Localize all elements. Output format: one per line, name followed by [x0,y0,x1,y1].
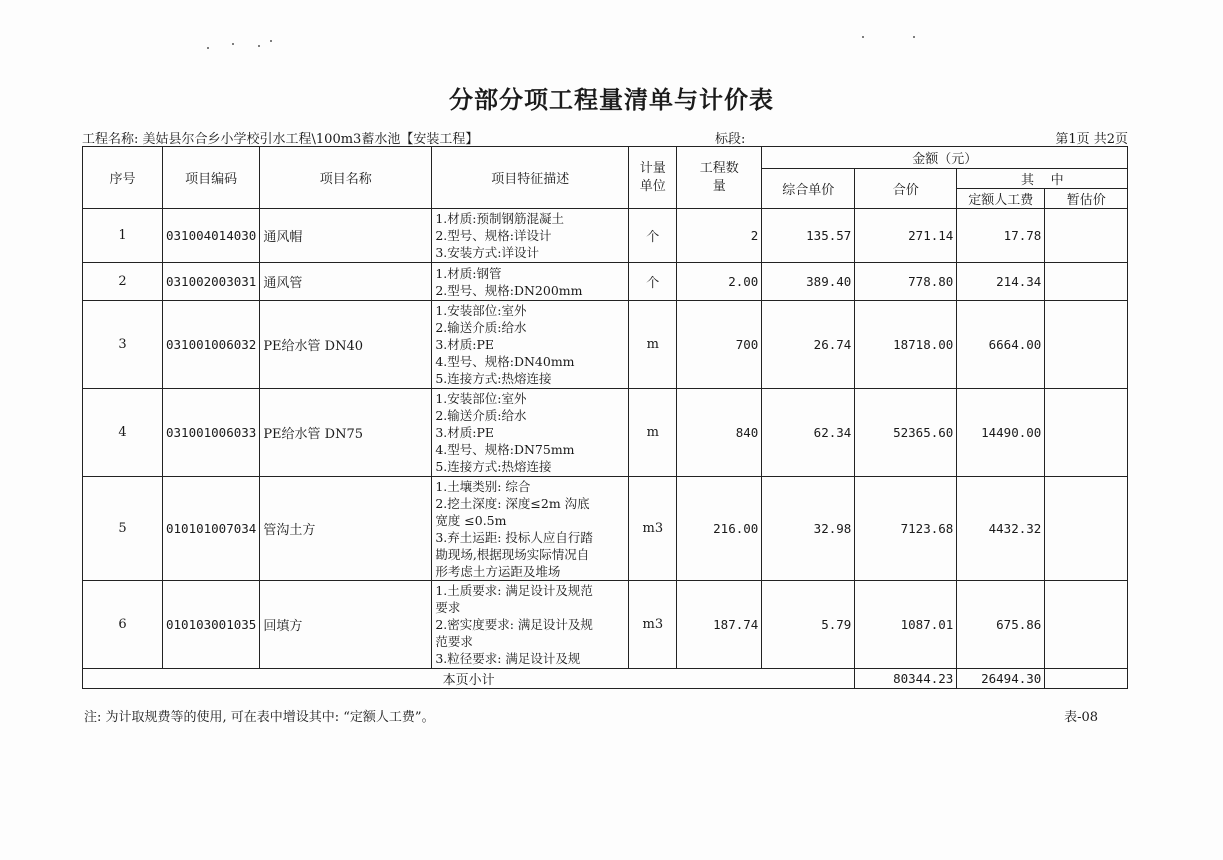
row-labor: 17.78 [957,209,1045,263]
col-header-code: 项目编码 [163,147,260,209]
desc-line: 3.弃土运距: 投标人应自行踏 [435,529,593,545]
project-info [82,128,478,147]
desc-line: 要求 [435,600,461,615]
row-code: 010101007034 [163,477,260,581]
desc-line: 1.材质:预制钢筋混凝土 [435,211,564,226]
row-provisional [1045,581,1128,669]
row-seq: 5 [83,477,163,581]
desc-line: 4.型号、规格:DN75mm [435,442,575,457]
row-labor: 14490.00 [957,389,1045,477]
row-seq: 6 [83,581,163,669]
form-number: 表-08 [1064,710,1098,725]
row-provisional [1045,209,1128,263]
row-qty: 2 [677,209,762,263]
row-unit-price: 62.34 [762,389,855,477]
project-name: 美姑县尔合乡小学校引水工程\100m3蓄水池【安装工程】 [142,132,479,147]
scan-speck [862,36,864,38]
desc-line: 范要求 [435,634,473,649]
header-row [83,147,1128,169]
row-total: 1087.01 [855,581,957,669]
row-qty: 840 [677,389,762,477]
desc-line: 3.安装方式:详设计 [435,245,539,260]
row-labor: 4432.32 [957,477,1045,581]
row-unit-price: 26.74 [762,301,855,389]
row-labor: 6664.00 [957,301,1045,389]
row-code: 031002003031 [163,263,260,301]
row-unit: m3 [629,477,677,581]
col-header-labor: 定额人工费 [957,189,1045,209]
row-unit: m3 [629,581,677,669]
desc-line: 形考虑土方运距及堆场 [435,563,561,579]
row-code: 031001006032 [163,301,260,389]
row-desc [432,209,629,263]
col-header-unit: 计量单位 [629,147,677,209]
col-header-unit-price: 综合单价 [762,169,855,209]
row-desc [432,477,629,581]
row-qty: 2.00 [677,263,762,301]
row-total: 52365.60 [855,389,957,477]
row-seq: 3 [83,301,163,389]
row-provisional [1045,477,1128,581]
subtotal-label: 本页小计 [83,669,855,689]
col-header-qty: 工程数量 [677,147,762,209]
row-seq: 4 [83,389,163,477]
row-desc [432,301,629,389]
project-label: 工程名称: [82,132,139,147]
desc-line: 2.型号、规格:DN200mm [435,282,583,298]
row-code: 031001006033 [163,389,260,477]
subtotal-labor: 26494.30 [957,669,1045,689]
row-desc [432,389,629,477]
page-info: 第1页 共2页 [1055,132,1128,147]
row-unit: m [629,301,677,389]
desc-line: 5.连接方式:热熔连接 [435,371,552,386]
desc-line: 3.粒径要求: 满足设计及规 [435,651,581,666]
row-name: 回填方 [260,581,432,669]
row-code: 010103001035 [163,581,260,669]
row-unit: 个 [629,209,677,263]
desc-line: 5.连接方式:热熔连接 [435,459,552,474]
scan-speck [913,36,915,38]
scan-speck [232,43,234,45]
desc-line: 1.安装部位:室外 [435,303,527,318]
table-row [83,581,1128,669]
row-name: 管沟土方 [260,477,432,581]
row-name: PE给水管 DN75 [260,389,432,477]
subtotal-total: 80344.23 [855,669,957,689]
subtotal-row [83,669,1128,689]
subtotal-provisional [1045,669,1128,689]
row-total: 271.14 [855,209,957,263]
row-unit-price: 32.98 [762,477,855,581]
row-unit-price: 389.40 [762,263,855,301]
col-header-seq: 序号 [83,147,163,209]
row-qty: 216.00 [677,477,762,581]
row-unit-price: 135.57 [762,209,855,263]
row-provisional [1045,301,1128,389]
table-row [83,263,1128,301]
desc-line: 1.材质:钢管 [435,265,502,281]
desc-line: 1.安装部位:室外 [435,391,527,406]
section-label: 标段: [715,132,746,147]
bill-of-quantities-table [82,146,1128,689]
row-unit: 个 [629,263,677,301]
row-seq: 2 [83,263,163,301]
row-unit: m [629,389,677,477]
desc-line: 3.材质:PE [435,425,494,440]
row-seq: 1 [83,209,163,263]
row-qty: 187.74 [677,581,762,669]
col-header-desc: 项目特征描述 [432,147,629,209]
row-labor: 675.86 [957,581,1045,669]
row-unit-price: 5.79 [762,581,855,669]
footer-note: 注: 为计取规费等的使用, 可在表中增设其中: “定额人工费”。 [84,710,435,725]
row-name: 通风帽 [260,209,432,263]
scan-speck [270,40,272,42]
table-row [83,209,1128,263]
row-total: 778.80 [855,263,957,301]
row-total: 18718.00 [855,301,957,389]
row-name: PE给水管 DN40 [260,301,432,389]
table-row [83,477,1128,581]
desc-line: 2.密实度要求: 满足设计及规 [435,617,593,632]
desc-line: 宽度 ≤0.5m [435,512,507,528]
table-row [83,389,1128,477]
document-title: 分部分项工程量清单与计价表 [449,85,774,114]
desc-line: 2.挖土深度: 深度≤2m 沟底 [435,495,590,511]
row-total: 7123.68 [855,477,957,581]
row-desc [432,581,629,669]
desc-line: 2.输送介质:给水 [435,320,527,335]
desc-line: 勘现场,根据现场实际情况自 [435,546,590,562]
row-code: 031004014030 [163,209,260,263]
row-name: 通风管 [260,263,432,301]
col-header-amount: 金额（元） [762,147,1128,169]
desc-line: 2.型号、规格:详设计 [435,228,552,243]
row-provisional [1045,263,1128,301]
col-header-total: 合价 [855,169,957,209]
row-provisional [1045,389,1128,477]
desc-line: 4.型号、规格:DN40mm [435,354,575,369]
col-header-of-which: 其 中 [957,169,1128,189]
scan-speck [258,45,260,47]
scan-speck [207,47,209,49]
table-row [83,301,1128,389]
desc-line: 3.材质:PE [435,337,494,352]
row-desc [432,263,629,301]
desc-line: 2.输送介质:给水 [435,408,527,423]
row-qty: 700 [677,301,762,389]
col-header-name: 项目名称 [260,147,432,209]
row-labor: 214.34 [957,263,1045,301]
col-header-provisional: 暂估价 [1045,189,1128,209]
desc-line: 1.土质要求: 满足设计及规范 [435,583,593,598]
desc-line: 1.土壤类别: 综合 [435,478,531,494]
